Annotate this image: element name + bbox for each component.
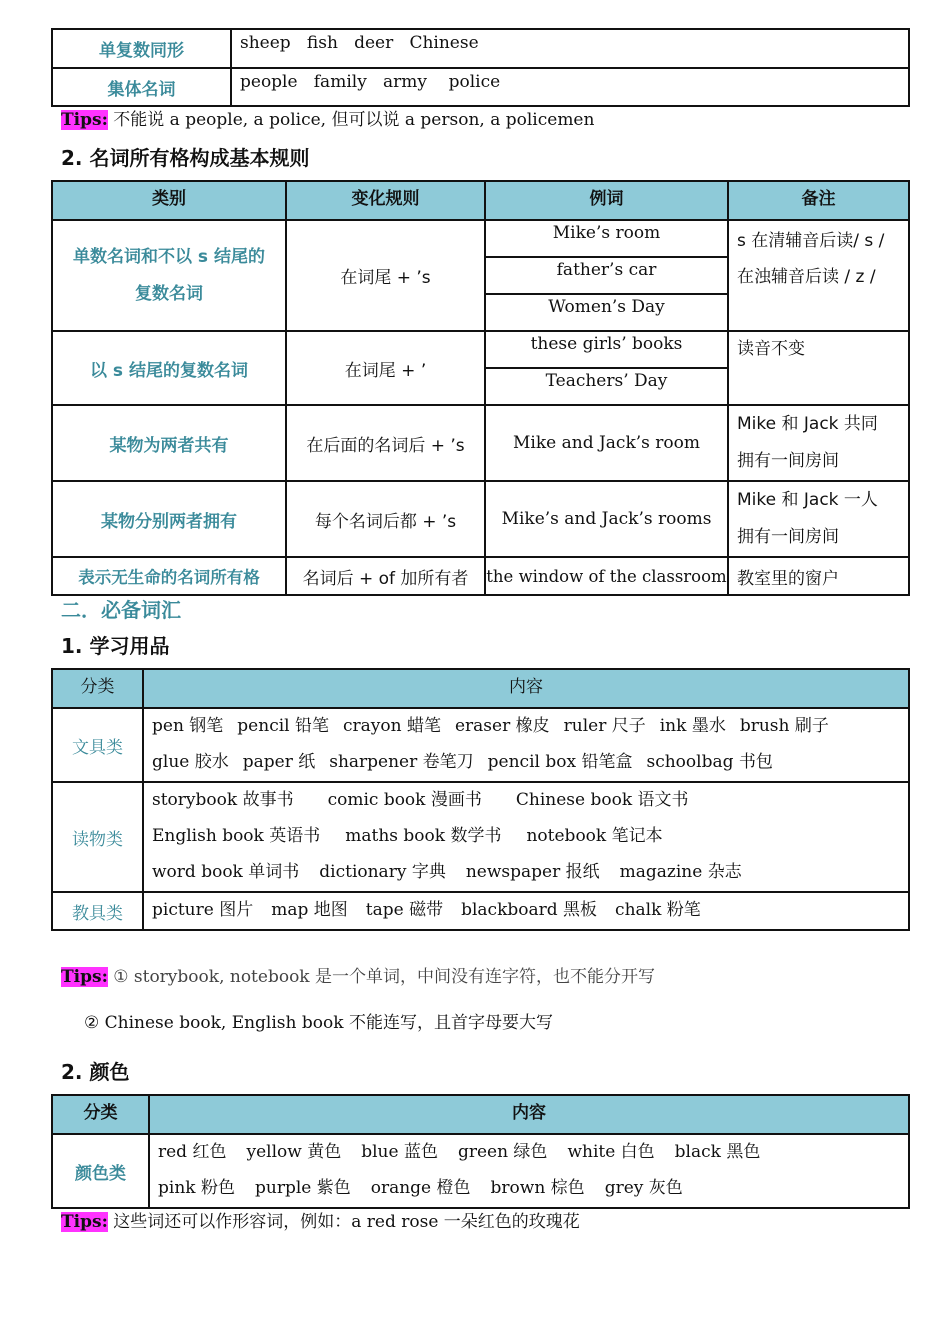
school-supplies-table <box>51 668 910 931</box>
example-cell: father’s car <box>485 257 728 294</box>
vocab-item: glue 胶水 <box>152 752 229 772</box>
word-line <box>152 893 908 929</box>
category-cell <box>52 220 286 331</box>
note-line: 在浊辅音后读 / z / <box>737 267 876 287</box>
note-line: Mike 和 Jack 一人 <box>737 490 878 510</box>
category-cell: 某物为两者共有 <box>52 405 286 481</box>
word-line <box>158 1171 908 1207</box>
header-rule: 变化规则 <box>286 181 485 220</box>
category-label: 教具类 <box>52 892 143 930</box>
vocab-item: crayon 蜡笔 <box>343 716 441 736</box>
category-label: 读物类 <box>52 782 143 892</box>
vocab-item: tape 磁带 <box>365 900 444 920</box>
vocab-item: brown 棕色 <box>490 1178 585 1198</box>
vocab-item: ruler 尺子 <box>563 716 646 736</box>
rule-cell: 在词尾 + ’s <box>286 220 485 331</box>
vocab-item: sharpener 卷笔刀 <box>329 752 474 772</box>
vocab-item: pen 钢笔 <box>152 716 224 736</box>
vocab-item: pencil 铅笔 <box>237 716 329 736</box>
content-cell <box>143 708 909 782</box>
note-cell <box>728 220 909 331</box>
vocab-item: storybook 故事书 <box>152 790 294 810</box>
vocab-item: paper 纸 <box>242 752 316 772</box>
vocab-item: black 黑色 <box>674 1142 761 1162</box>
vocab-item: maths book 数学书 <box>345 826 502 846</box>
word-line <box>152 855 908 891</box>
vocab-item: eraser 橡皮 <box>454 716 550 736</box>
content-cell <box>143 782 909 892</box>
category-cell: 某物分别两者拥有 <box>52 481 286 557</box>
heading-school-supplies: 1. 学习用品 <box>61 634 170 658</box>
vocab-item: notebook 笔记本 <box>526 826 663 846</box>
vocab-item: orange 橙色 <box>370 1178 471 1198</box>
heading-possessive: 2. 名词所有格构成基本规则 <box>61 146 310 170</box>
vocab-item: blue 蓝色 <box>361 1142 438 1162</box>
vocab-item: newspaper 报纸 <box>465 862 600 882</box>
rule-cell: 每个名词后都 + ’s <box>286 481 485 557</box>
row-label: 单复数同形 <box>52 29 231 68</box>
vocab-item: brush 刷子 <box>739 716 829 736</box>
example-cell: Mike’s and Jack’s rooms <box>485 481 728 557</box>
header-content: 内容 <box>149 1095 909 1134</box>
heading-colors: 2. 颜色 <box>61 1060 130 1084</box>
vocab-item: map 地图 <box>271 900 348 920</box>
section-title: 二．必备词汇 <box>61 598 181 622</box>
word-line <box>152 783 908 819</box>
example-cell: Teachers’ Day <box>485 368 728 405</box>
vocab-item: word book 单词书 <box>152 862 300 882</box>
header-example: 例词 <box>485 181 728 220</box>
category-cell: 表示无生命的名词所有格 <box>52 557 286 595</box>
category-line: 复数名词 <box>135 283 203 304</box>
tips-badge: Tips: <box>61 1212 108 1232</box>
vocab-item: magazine 杂志 <box>619 862 742 882</box>
category-label: 文具类 <box>52 708 143 782</box>
header-note: 备注 <box>728 181 909 220</box>
tips-text: 不能说 a people, a police, 但可以说 a person, a policemen <box>113 110 595 130</box>
category-line: 单数名词和不以 s 结尾的 <box>73 246 265 267</box>
row-content: people family army police <box>231 68 909 106</box>
word-line <box>152 819 908 855</box>
note-line: s 在清辅音后读/ s / <box>737 231 885 251</box>
vocab-item: white 白色 <box>567 1142 655 1162</box>
note-cell <box>728 405 909 481</box>
vocab-item: grey 灰色 <box>604 1178 683 1198</box>
note-line: 拥有一间房间 <box>737 527 839 547</box>
example-cell: these girls’ books <box>485 331 728 368</box>
category-label: 颜色类 <box>52 1134 149 1208</box>
rule-cell: 在词尾 + ’ <box>286 331 485 405</box>
tips-note-1 <box>61 108 594 132</box>
vocab-item: pink 粉色 <box>158 1178 235 1198</box>
word-line <box>158 1135 908 1171</box>
example-cell: Women’s Day <box>485 294 728 331</box>
header-content: 内容 <box>143 669 909 708</box>
plural-noun-table <box>51 28 910 107</box>
tips-badge: Tips: <box>61 967 108 987</box>
rule-cell: 在后面的名词后 + ’s <box>286 405 485 481</box>
category-cell: 以 s 结尾的复数名词 <box>52 331 286 405</box>
vocab-item: ink 墨水 <box>659 716 726 736</box>
example-cell: Mike’s room <box>485 220 728 257</box>
vocab-item: Chinese book 语文书 <box>515 790 689 810</box>
note-cell: 教室里的窗户 <box>728 557 909 595</box>
note-line: Mike 和 Jack 共同 <box>737 414 878 434</box>
possessive-rules-table <box>51 180 910 596</box>
tips-text: 这些词还可以作形容词，例如：a red rose 一朵红色的玫瑰花 <box>113 1212 580 1232</box>
example-cell: Mike and Jack’s room <box>485 405 728 481</box>
header-category: 分类 <box>52 669 143 708</box>
word-line <box>152 745 908 781</box>
word-line <box>152 709 908 745</box>
row-label: 集体名词 <box>52 68 231 106</box>
tips-note-2 <box>61 965 655 989</box>
vocab-item: red 红色 <box>158 1142 227 1162</box>
tips-note-2-line2: ② Chinese book, English book 不能连写，且首字母要大写 <box>84 1013 553 1033</box>
vocab-item: purple 紫色 <box>254 1178 351 1198</box>
content-cell <box>143 892 909 930</box>
header-category: 类别 <box>52 181 286 220</box>
vocab-item: picture 图片 <box>152 900 254 920</box>
vocab-item: green 绿色 <box>457 1142 548 1162</box>
tips-badge: Tips: <box>61 110 108 130</box>
vocab-item: comic book 漫画书 <box>327 790 482 810</box>
vocab-item: English book 英语书 <box>152 826 321 846</box>
tips-note-3 <box>61 1210 580 1234</box>
vocab-item: schoolbag 书包 <box>646 752 773 772</box>
example-cell: the window of the classroom <box>485 557 728 595</box>
content-cell <box>149 1134 909 1208</box>
header-category: 分类 <box>52 1095 149 1134</box>
vocab-item: chalk 粉笔 <box>615 900 701 920</box>
tips-text: ① storybook, notebook 是一个单词，中间没有连字符，也不能分开写 <box>113 967 656 987</box>
row-content: sheep fish deer Chinese <box>231 29 909 68</box>
vocab-item: blackboard 黑板 <box>461 900 598 920</box>
vocab-item: yellow 黄色 <box>246 1142 342 1162</box>
colors-table <box>51 1094 910 1209</box>
note-cell <box>728 481 909 557</box>
note-cell: 读音不变 <box>728 331 909 405</box>
vocab-item: pencil box 铅笔盒 <box>487 752 633 772</box>
rule-cell: 名词后 + of 加所有者 <box>286 557 485 595</box>
note-line: 拥有一间房间 <box>737 451 839 471</box>
vocab-item: dictionary 字典 <box>319 862 446 882</box>
